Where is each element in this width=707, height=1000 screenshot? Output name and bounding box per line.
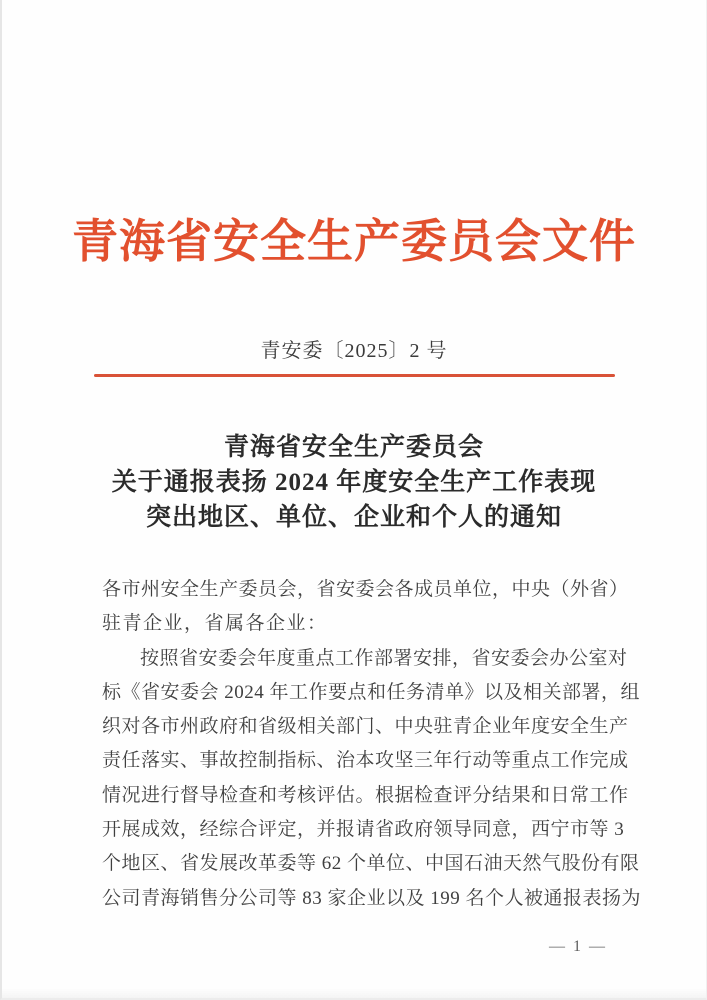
paragraph-line: 责任落实、事故控制指标、治本攻坚三年行动等重点工作完成 [102,750,629,772]
document-title-line-3: 突出地区、单位、企业和个人的通知 [145,504,562,531]
paragraph-line: 公司青海销售分公司等 83 家企业以及 199 名个人被通报表扬为 [102,887,642,909]
scan-edge-shadow [2,988,706,998]
red-letterhead-title: 青海省安全生产委员会文件 [72,216,636,267]
paragraph-line: 个地区、省发展改革委等 62 个单位、中国石油天然气股份有限 [102,853,640,875]
paragraph-line: 织对各市州政府和省级相关部门、中央驻青企业年度安全生产 [102,716,629,738]
document-title-block [2,430,706,535]
paragraph-line: 开展成效，经综合评定，并报请省政府领导同意，西宁市等 3 [102,819,625,841]
paragraph-line: 情况进行督导检查和考核评估。根据检查评分结果和日常工作 [102,784,629,806]
salutation-line-2: 驻青企业，省属各企业： [102,613,328,635]
document-title-line-1: 青海省安全生产委员会 [223,434,484,461]
salutation-line-1: 各市州安全生产委员会，省安委会各成员单位，中央（外省） [102,579,629,600]
paragraph-line: 标《省安委会 2024 年工作要点和任务清单》以及相关部署，组 [102,681,641,703]
document-body [102,573,642,916]
paragraph-line: 按照省安委会年度重点工作部署安排，省安委会办公室对 [140,647,628,669]
document-title-line-2: 关于通报表扬 2024 年度安全生产工作表现 [111,469,597,496]
page-number: — 1 — [549,938,607,955]
document-number: 青安委〔2025〕2 号 [260,340,448,362]
red-divider-rule [94,374,615,377]
